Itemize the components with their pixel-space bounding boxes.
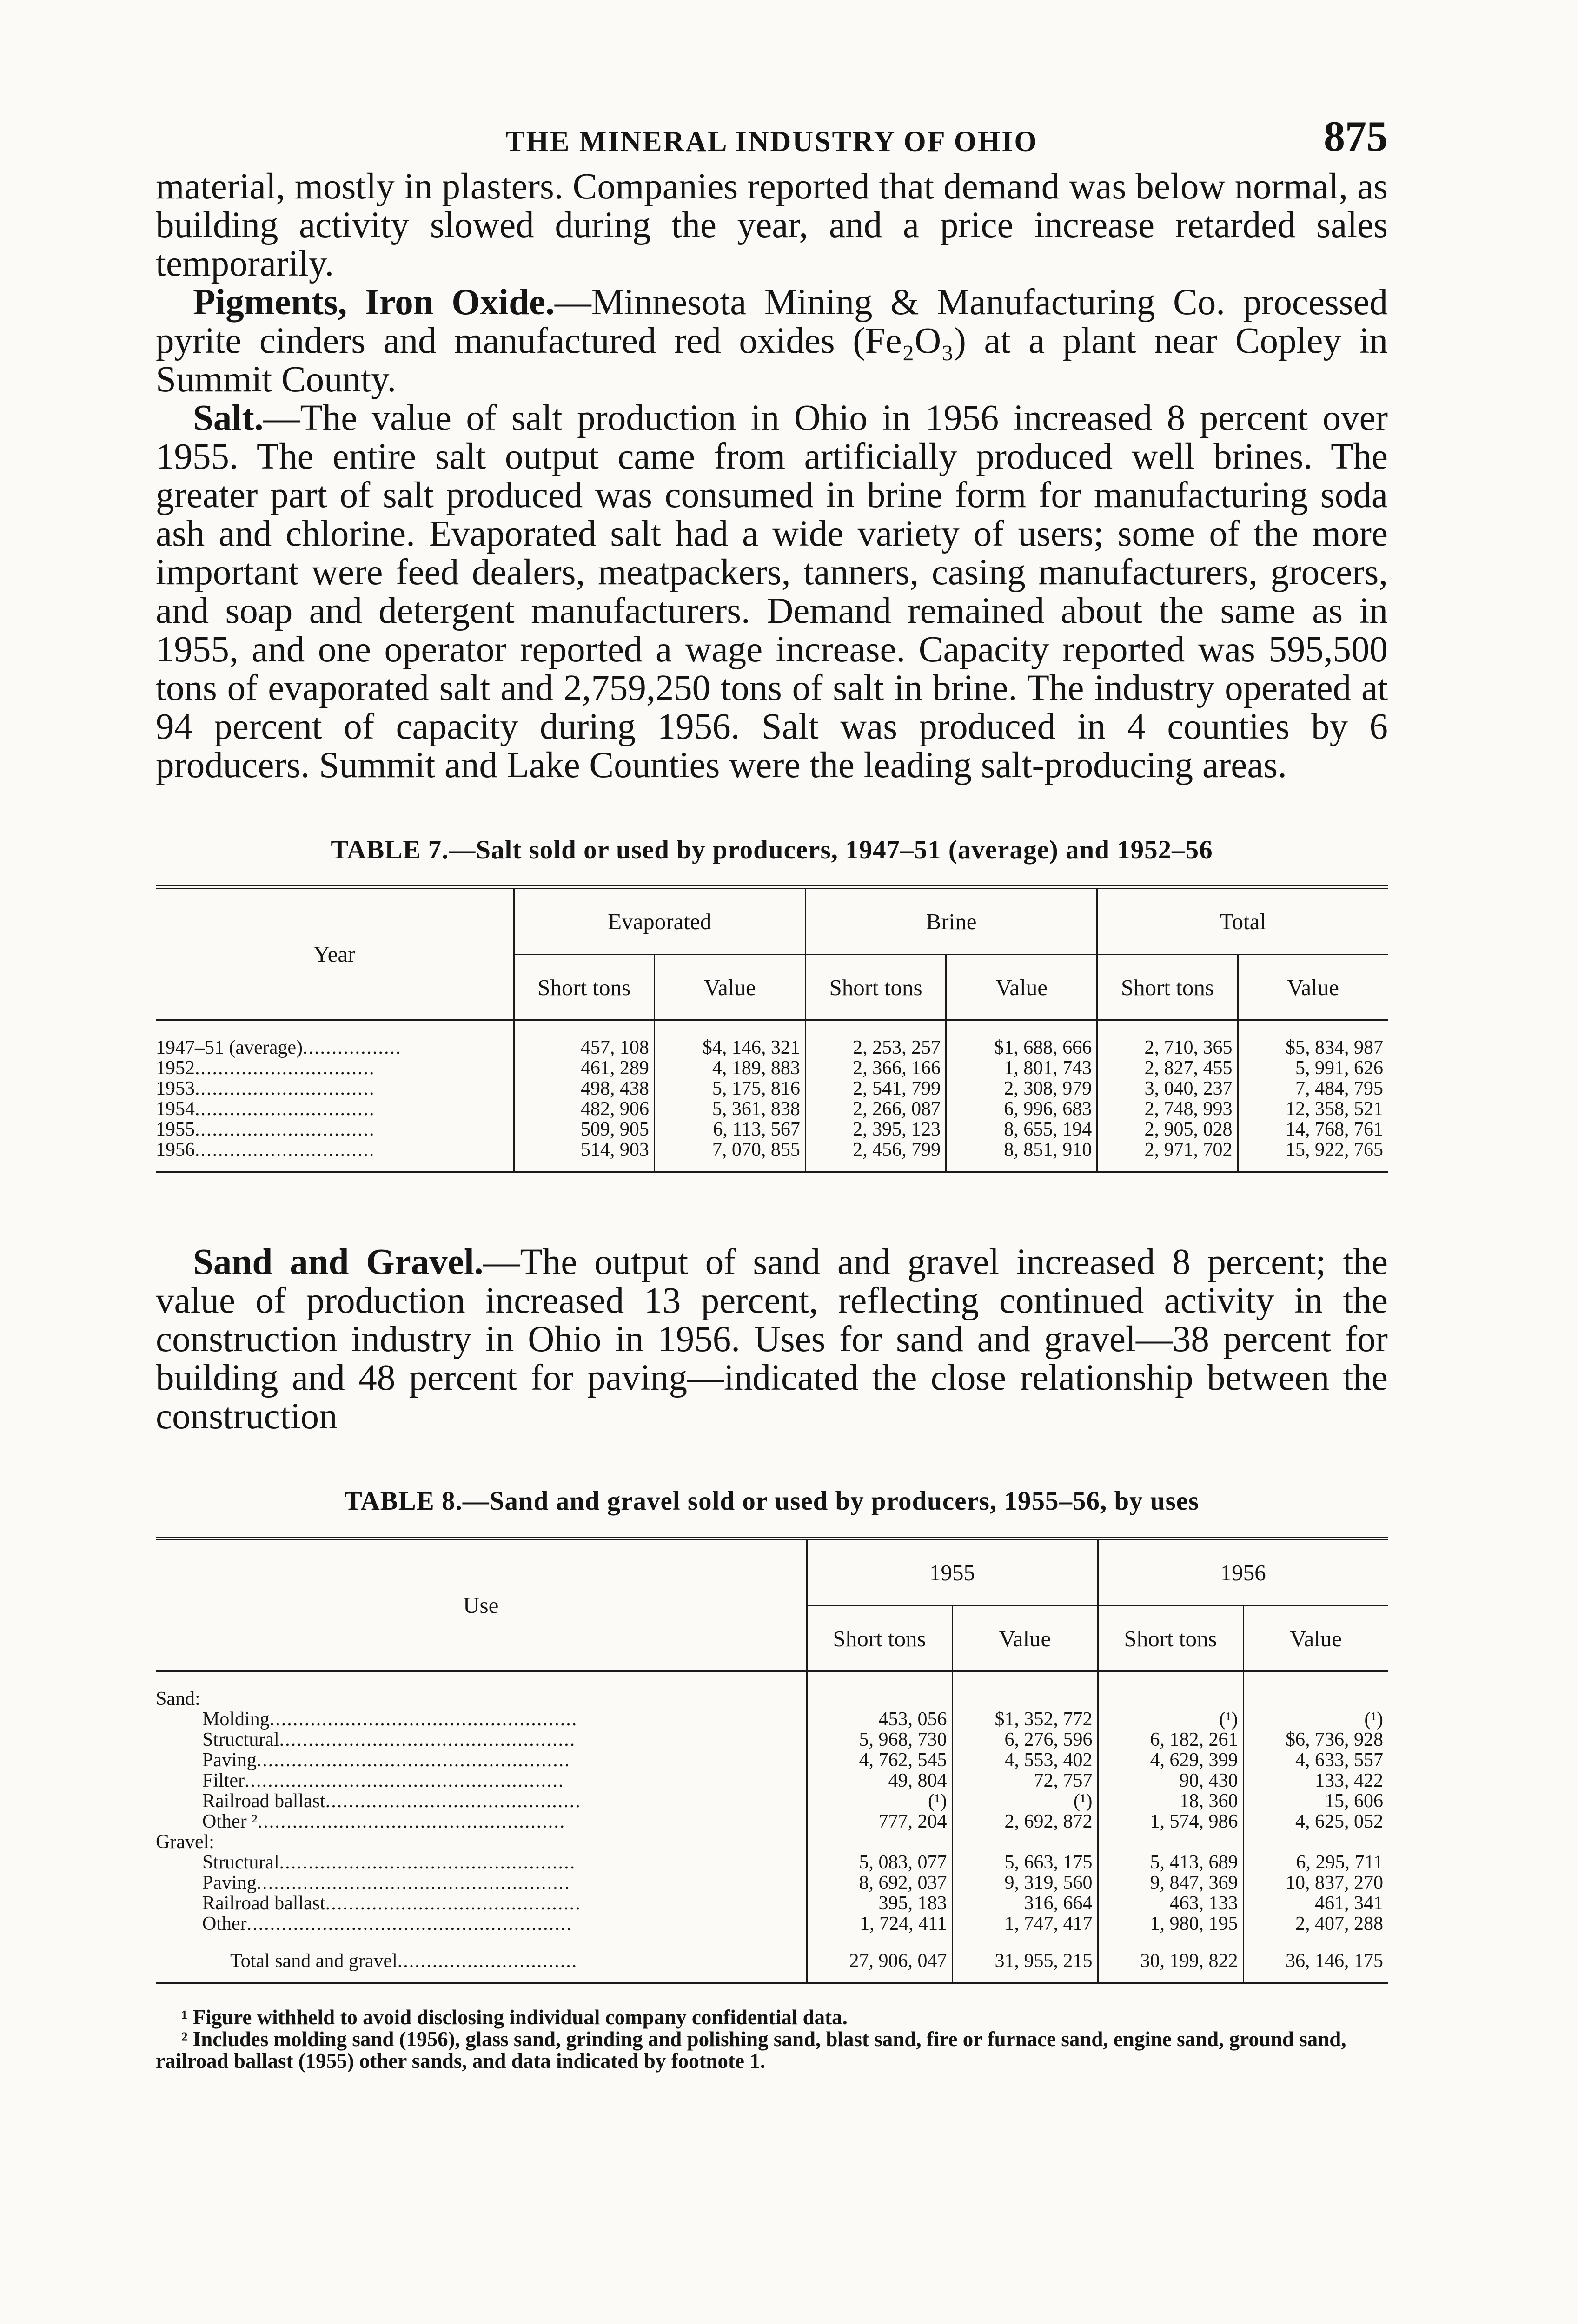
table8-subheader: Short tons [807,1606,952,1671]
table-cell: 395, 183 [807,1893,952,1914]
running-title: THE MINERAL INDUSTRY OF OHIO [505,126,1038,158]
table8-header-1956: 1956 [1098,1538,1388,1606]
table8-total-label: Total sand and gravel............................... [230,1950,578,1972]
table-cell: 777, 204 [807,1811,952,1832]
table-cell: 6, 182, 261 [1098,1730,1243,1750]
table8-title: TABLE 8.—Sand and gravel sold or used by producers, 1955–56, by uses [344,1486,1200,1516]
table7-subheader: Short tons [1097,955,1238,1020]
footnote-1: ¹ Figure withheld to avoid disclosing individual company confidential data. [181,2006,848,2029]
table-cell: 5, 663, 175 [952,1852,1098,1873]
table-cell: 2, 692, 872 [952,1811,1098,1832]
table-cell: 4, 633, 557 [1243,1750,1388,1770]
table8-header-1955: 1955 [807,1538,1098,1606]
text-salt: —The value of salt production in Ohio in 1956 increased 8 percent over 1955. The entire salt output came from artificially produced well brines. The greater part of salt produced was consumed in brine form for manufacturing soda ash and chlorine. Evaporated salt had a wide variety of users; some of the more important were feed dealers, meatpackers, tanners, casing manufacturers, grocers, and soap and detergent manufacturers. Demand remained about the same as in 1955, and one operator reported a wage increase. Capacity reported was 595,500 tons of evaporated salt and 2,759,250 tons of salt in brine. The industry operated at 94 percent of capacity during 1956. Salt was produced in 4 counties by 6 producers. Summit and Lake Counties were the leading salt-producing areas. [156,398,1388,786]
table-cell: 10, 837, 270 [1243,1873,1388,1893]
table-row [156,1058,1388,1078]
table-cell: 482, 906 [514,1099,654,1119]
heading-sand-gravel: Sand and Gravel. [193,1242,484,1282]
table-row [156,1078,1388,1099]
table-cell: $5, 834, 987 [1238,1037,1388,1058]
table-row [156,1832,1388,1852]
table-cell: 1, 724, 411 [807,1914,952,1934]
table-cell: 6, 276, 596 [952,1730,1098,1750]
table7-subheader: Short tons [514,955,654,1020]
table-cell: 15, 606 [1243,1791,1388,1811]
table-row [156,1914,1388,1934]
table7-subheader: Value [654,955,805,1020]
table-cell: 72, 757 [952,1770,1098,1791]
table-cell: 90, 430 [1098,1770,1243,1791]
table-cell: 1, 747, 417 [952,1914,1098,1934]
table-cell: (¹) [952,1791,1098,1811]
table-cell: 5, 083, 077 [807,1852,952,1873]
table-cell: 27, 906, 047 [807,1951,952,1971]
table8-group-gravel: Gravel: [156,1831,214,1853]
table-cell: 1, 574, 986 [1098,1811,1243,1832]
text-sand-gravel: —The output of sand and gravel increased 8 percent; the value of production increased 13 percent, reflecting continued activity in the construction industry in Ohio in 1956. Uses for sand and gravel—38 percent for building and 48 percent for paving—indicated the close relationship between the construction [156,1242,1388,1437]
table-cell: 2, 748, 993 [1097,1099,1238,1119]
table-cell: 2, 308, 979 [946,1078,1097,1099]
table7-header-year: Year [156,887,514,1020]
table7-header-evaporated: Evaporated [514,887,805,955]
table-row [156,1770,1388,1791]
table-cell: 6, 113, 567 [654,1119,805,1140]
table7-subheader: Value [1238,955,1388,1020]
paragraph-sand-gravel [156,1243,1388,1436]
table-cell: 8, 692, 037 [807,1873,952,1893]
table-cell: 2, 266, 087 [805,1099,946,1119]
table-cell: 2, 541, 799 [805,1078,946,1099]
table-cell: 5, 991, 626 [1238,1058,1388,1078]
table-cell: 2, 710, 365 [1097,1037,1238,1058]
table-row [156,1730,1388,1750]
table8-use: Railroad ballast............................................ [202,1790,581,1812]
table8-use: Paving...................................................... [202,1750,570,1771]
table7-year: 1947–51 (average)................. [156,1037,402,1058]
table7-year: 1952............................... [156,1057,375,1079]
table-cell: 5, 361, 838 [654,1099,805,1119]
table7-subheader: Short tons [805,955,946,1020]
table8-header-use: Use [156,1538,807,1671]
table-cell: 461, 289 [514,1058,654,1078]
table-cell: 2, 395, 123 [805,1119,946,1140]
table-cell: 316, 664 [952,1893,1098,1914]
table8-subheader: Short tons [1098,1606,1243,1671]
table8-subheader: Value [952,1606,1098,1671]
table-cell: 514, 903 [514,1140,654,1160]
table8-use: Molding..................................................... [202,1709,578,1730]
table8-use: Filter....................................................... [202,1770,564,1791]
table-cell: 498, 438 [514,1078,654,1099]
table-cell: 5, 175, 816 [654,1078,805,1099]
table-cell: 5, 968, 730 [807,1730,952,1750]
paragraph-pigments [156,283,1388,399]
table-cell: 461, 341 [1243,1893,1388,1914]
table-cell: 18, 360 [1098,1791,1243,1811]
table-cell: 4, 762, 545 [807,1750,952,1770]
table-cell: 12, 358, 521 [1238,1099,1388,1119]
table7-year: 1953............................... [156,1078,375,1099]
table-cell: 2, 827, 455 [1097,1058,1238,1078]
table-cell: 4, 625, 052 [1243,1811,1388,1832]
table-cell: (¹) [807,1791,952,1811]
table-row [156,1791,1388,1811]
table8-use: Structural................................................... [202,1729,576,1750]
page [156,107,1388,2072]
table7-year: 1956............................... [156,1139,375,1161]
table-cell: 3, 040, 237 [1097,1078,1238,1099]
table-cell: $4, 146, 321 [654,1037,805,1058]
table-cell: 1, 801, 743 [946,1058,1097,1078]
heading-pigments: Pigments, Iron Oxide. [193,282,555,323]
table-cell: 30, 199, 822 [1098,1951,1243,1971]
table-cell: 15, 922, 765 [1238,1140,1388,1160]
table-cell: 9, 319, 560 [952,1873,1098,1893]
paragraph-plasters: material, mostly in plasters. Companies reported that demand was below normal, as building activity slowed during the year, and a price increase retarded sales temporarily. [156,166,1388,284]
table-cell: 9, 847, 369 [1098,1873,1243,1893]
heading-salt: Salt. [193,398,264,438]
table8-group-sand: Sand: [156,1688,200,1710]
table-row [156,1951,1388,1971]
table-cell: 14, 768, 761 [1238,1119,1388,1140]
table8-sand-gravel [156,1537,1388,1984]
table-cell: 7, 070, 855 [654,1140,805,1160]
running-header [156,107,1388,167]
page-number: 875 [1324,112,1388,160]
footnote-2: ² Includes molding sand (1956), glass sand, grinding and polishing sand, blast sand, fire or furnace sand, engine sand, ground sand, railroad ballast (1955) other sands, and data indicated by footnote 1. [156,2027,1346,2073]
table-row [156,1750,1388,1770]
table-cell: 133, 422 [1243,1770,1388,1791]
table-cell: 2, 905, 028 [1097,1119,1238,1140]
table-row [156,1709,1388,1730]
table-cell: (¹) [1243,1709,1388,1730]
table8-subheader: Value [1243,1606,1388,1671]
table7-header-brine: Brine [805,887,1097,955]
table8-use: Structural................................................... [202,1852,576,1873]
table-row [156,1811,1388,1832]
table-cell: 2, 456, 799 [805,1140,946,1160]
table7-title: TABLE 7.—Salt sold or used by producers, 1947–51 (average) and 1952–56 [331,835,1213,865]
table-row [156,1689,1388,1709]
table8-use: Railroad ballast............................................ [202,1893,581,1914]
table-cell: 4, 553, 402 [952,1750,1098,1770]
footnotes [156,2007,1388,2072]
table7-salt [156,885,1388,1173]
table7-year: 1955............................... [156,1119,375,1140]
table-cell: 5, 413, 689 [1098,1852,1243,1873]
table-cell: 6, 295, 711 [1243,1852,1388,1873]
table-cell: 509, 905 [514,1119,654,1140]
table-cell: 1, 980, 195 [1098,1914,1243,1934]
table8-use: Other........................................................ [202,1913,572,1934]
table-cell: $1, 352, 772 [952,1709,1098,1730]
table-cell: 6, 996, 683 [946,1099,1097,1119]
table7-header-total: Total [1097,887,1388,955]
table-row [156,1119,1388,1140]
table8-use: Other ²..................................................... [202,1811,566,1832]
table-row [156,1099,1388,1119]
table-cell: 2, 407, 288 [1243,1914,1388,1934]
table8-use: Paving...................................................... [202,1872,570,1894]
table7-subheader: Value [946,955,1097,1020]
table-cell: 36, 146, 175 [1243,1951,1388,1971]
table-cell: 4, 629, 399 [1098,1750,1243,1770]
table-cell: $6, 736, 928 [1243,1730,1388,1750]
table-cell: $1, 688, 666 [946,1037,1097,1058]
table-cell: 2, 253, 257 [805,1037,946,1058]
table-cell: (¹) [1098,1709,1243,1730]
table-cell: 7, 484, 795 [1238,1078,1388,1099]
table-row [156,1873,1388,1893]
table-cell: 2, 366, 166 [805,1058,946,1078]
table7-year: 1954............................... [156,1098,375,1120]
table-cell: 8, 655, 194 [946,1119,1097,1140]
table-row [156,1852,1388,1873]
table-row [156,1037,1388,1058]
table-cell: 453, 056 [807,1709,952,1730]
table-cell: 463, 133 [1098,1893,1243,1914]
table-row [156,1893,1388,1914]
table-cell: 31, 955, 215 [952,1951,1098,1971]
table-cell: 4, 189, 883 [654,1058,805,1078]
table-cell: 8, 851, 910 [946,1140,1097,1160]
text-pigments: —Minnesota Mining & Manufacturing Co. processed pyrite cinders and manufactured red oxides (Fe₂O₃) at a plant near Copley in Summit County. [156,282,1388,400]
table-row [156,1140,1388,1160]
table-cell: 2, 971, 702 [1097,1140,1238,1160]
table-cell: 49, 804 [807,1770,952,1791]
paragraph-salt [156,399,1388,785]
table-cell: 457, 108 [514,1037,654,1058]
